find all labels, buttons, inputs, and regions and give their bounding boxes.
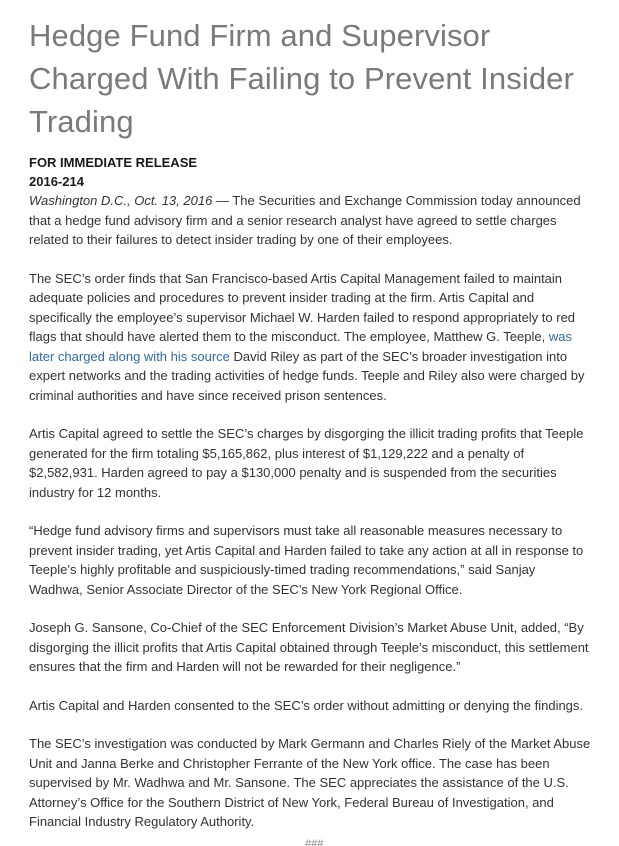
teeple-charged-link[interactable]: was later charged along with his source xyxy=(29,329,572,364)
dateline-dash: — xyxy=(212,193,233,208)
paragraph-order-findings xyxy=(29,269,591,406)
release-number: 2016-214 xyxy=(29,174,84,189)
paragraph-settlement: Artis Capital agreed to settle the SEC’s charges by disgorging the illicit trading profits that Teeple generated for the firm totaling $5,165,862, plus interest of $1,129,222 and a penalty of $2,582,931. Harden agreed to pay a $130,000 penalty and is suspended from the securities industry for 12 months. xyxy=(29,426,584,500)
findings-text-before: The SEC’s order finds that San Francisco-based Artis Capital Management failed to maintain adequate policies and procedures to prevent insider trading at the firm. Artis Capital and specifically the employee’s supervisor Michael W. Harden failed to respond appropriately to red flags that should have alerted them to the misconduct. The employee, Matthew G. Teeple, xyxy=(29,270,576,344)
paragraph-consent: Artis Capital and Harden consented to the SEC’s order without admitting or denying the findings. xyxy=(29,697,584,713)
intro-text: The Securities and Exchange Commission today announced that a hedge fund advisory firm and a senior research analyst have agreed to settle charges related to their failures to detect insider trading by one of their employees. xyxy=(29,193,581,247)
paragraph-investigation: The SEC’s investigation was conducted by Mark Germann and Charles Riely of the Market Abuse Unit and Janna Berke and Christopher Ferrante of the New York office. The case has been supervised by Mr. Wadhwa and Mr. Sansone. The SEC appreciates the assistance of the U.S. Attorney’s Office for the Southern District of New York, Federal Bureau of Investigation, and Financial Industry Regulatory Authority. xyxy=(29,736,591,829)
release-label: FOR IMMEDIATE RELEASE xyxy=(29,155,198,170)
paragraph-wadhwa-quote: “Hedge fund advisory firms and supervisors must take all reasonable measures necessary to prevent insider trading, yet Artis Capital and Harden failed to take any action at all in response to Teeple’s highly profitable and suspiciously-timed trading recommendations,” said Sanjay Wadhwa, Senior Associate Director of the SEC’s New York Regional Office. xyxy=(29,523,584,597)
dateline: Washington D.C., Oct. 13, 2016 xyxy=(29,193,213,208)
paragraph-intro xyxy=(29,191,591,250)
page-title: Hedge Fund Firm and Supervisor Charged With Failing to Prevent Insider Trading xyxy=(29,18,574,139)
end-mark: ### xyxy=(305,838,324,846)
paragraph-sansone-quote: Joseph G. Sansone, Co-Chief of the SEC Enforcement Division’s Market Abuse Unit, added, “By disgorging the illicit profits that Artis Capital obtained through Teeple’s misconduct, this settlement ensures that the firm and Harden will not be rewarded for their negligence.” xyxy=(29,620,589,674)
findings-text-after: David Riley as part of the SEC’s broader investigation into expert networks and the trading activities of hedge funds. Teeple and Riley also were charged by criminal authorities and have since received prison sentences. xyxy=(29,348,585,403)
